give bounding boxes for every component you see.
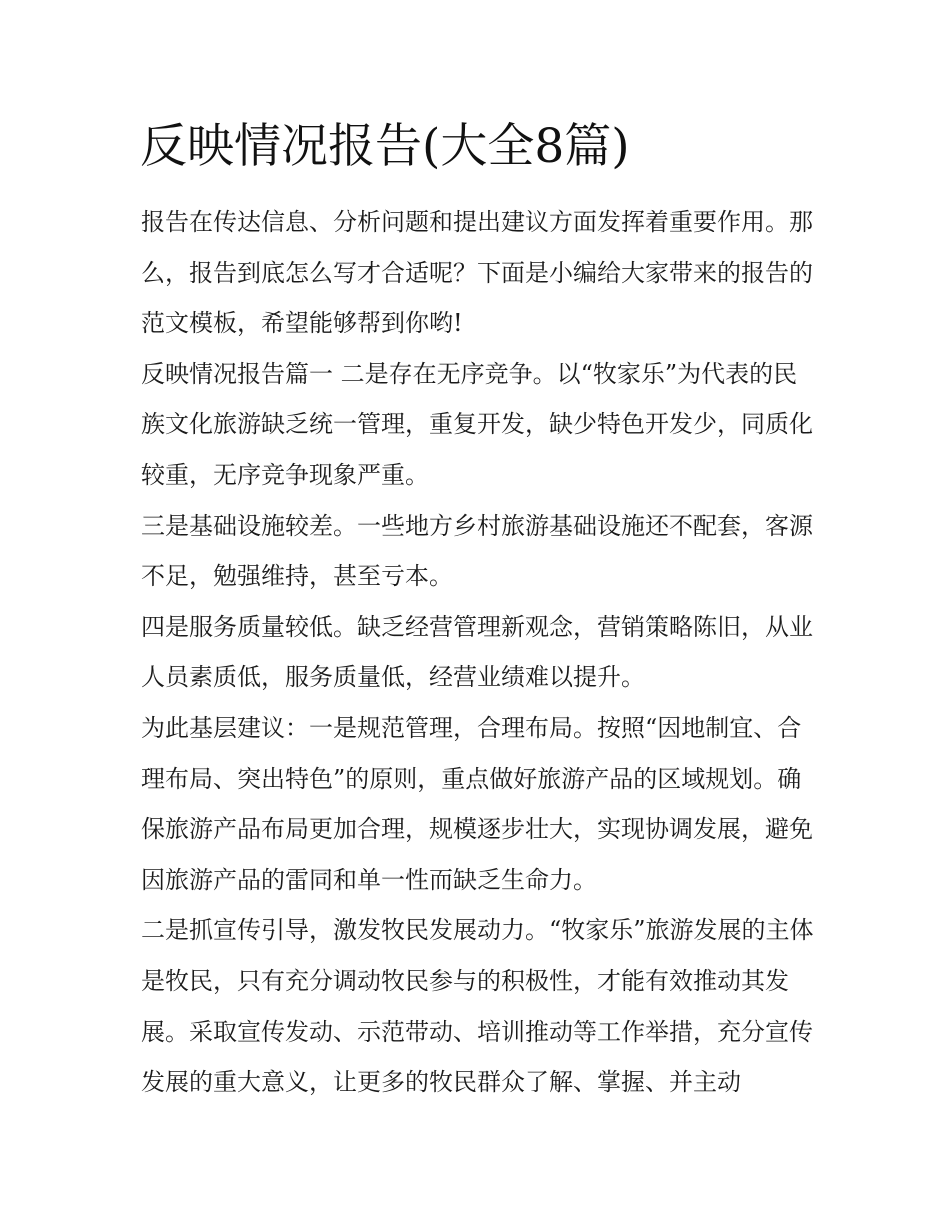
document-body (141, 197, 816, 1108)
paragraph-service-quality: 四是服务质量较低。缺乏经营管理新观念，营销策略陈旧，从业人员素质低，服务质量低，经营业绩难以提升。 (141, 612, 813, 692)
paragraph-suggestion-one: 为此基层建议：一是规范管理，合理布局。按照“因地制宜、合理布局、突出特色”的原则，重点做好旅游产品的区域规划。确保旅游产品布局更加合理，规模逐步壮大，实现协调发展，避免因旅游产品的雷同和单一性而缺乏生命力。 (141, 713, 813, 894)
paragraph-suggestion-two: 二是抓宣传引导，激发牧民发展动力。“牧家乐”旅游发展的主体是牧民，只有充分调动牧民参与的积极性，才能有效推动其发展。采取宣传发动、示范带动、培训推动等工作举措，充分宣传发展的重大意义，让更多的牧民群众了解、掌握、并主动 (141, 916, 814, 1097)
paragraph-section-one: 反映情况报告篇一 二是存在无序竞争。以“牧家乐”为代表的民族文化旅游缺乏统一管理，重复开发，缺少特色开发少，同质化较重，无序竞争现象严重。 (141, 359, 813, 489)
paragraph-intro: 报告在传达信息、分析问题和提出建议方面发挥着重要作用。那么，报告到底怎么写才合适呢？下面是小编给大家带来的报告的范文模板，希望能够帮到你哟! (141, 208, 813, 338)
paragraph-infrastructure: 三是基础设施较差。一些地方乡村旅游基础设施还不配套，客源不足，勉强维持，甚至亏本。 (141, 511, 813, 591)
document-title: 反映情况报告(大全8篇) (140, 119, 630, 174)
